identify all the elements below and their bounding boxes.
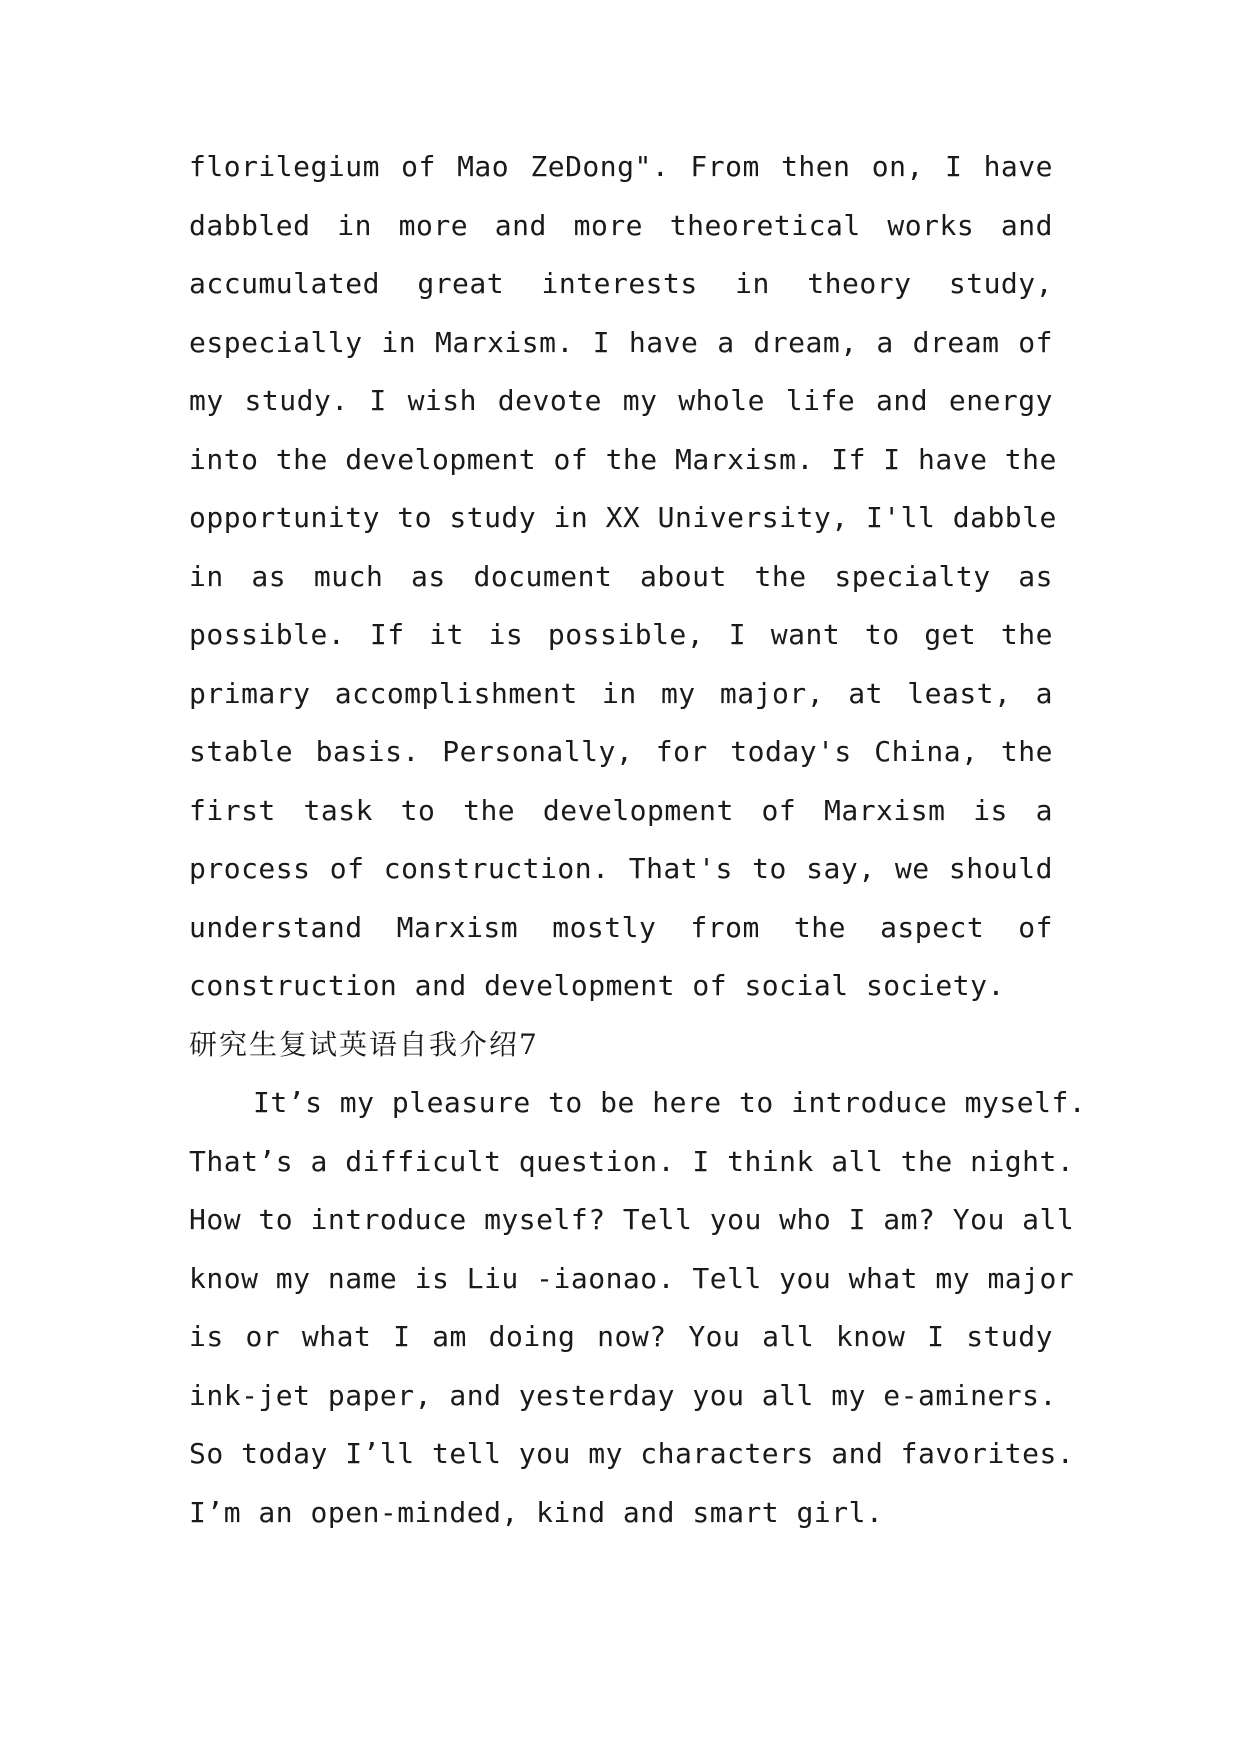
text-line: opportunity to study in XX University, I'll dabble <box>189 501 1057 534</box>
text-line: florilegium of Mao ZeDong". From then on, I have <box>189 150 1053 183</box>
text-line: my study. I wish devote my whole life and energy <box>189 384 1053 417</box>
text-line: in as much as document about the specialty as <box>189 559 1053 593</box>
text-line: possible. If it is possible, I want to get the <box>189 618 1053 651</box>
paragraph-marxism <box>189 138 1057 1016</box>
text-line: ink-jet paper, and yesterday you all my e-aminers. <box>189 1378 1057 1412</box>
text-line: It’s my pleasure to be here to introduce myself. <box>253 1086 1087 1119</box>
text-line: process of construction. That's to say, we should <box>189 852 1053 885</box>
text-line: stable basis. Personally, for today's China, the <box>189 735 1053 768</box>
text-line: primary accomplishment in my major, at least, a <box>189 676 1053 710</box>
text-line: into the development of the Marxism. If I have the <box>189 442 1057 476</box>
text-line: So today I’ll tell you my characters and favorites. <box>189 1437 1075 1470</box>
text-line: is or what I am doing now? You all know I study <box>189 1320 1053 1353</box>
text-line: How to introduce myself? Tell you who I am? You all <box>189 1203 1075 1236</box>
text-line: first task to the development of Marxism is a <box>189 793 1053 827</box>
text-line: accumulated great interests in theory study, <box>189 267 1053 300</box>
text-line: know my name is Liu -iaonao. Tell you what my major <box>189 1261 1075 1295</box>
section-heading: 研究生复试英语自我介绍7 <box>189 1027 539 1061</box>
text-line: understand Marxism mostly from the aspect of <box>189 910 1053 944</box>
document-body <box>189 138 1087 1542</box>
text-line: dabbled in more and more theoretical works and <box>189 208 1053 242</box>
text-line: especially in Marxism. I have a dream, a dream of <box>189 325 1053 359</box>
text-line: That’s a difficult question. I think all the night. <box>189 1144 1075 1178</box>
text-line: I’m an open-minded, kind and smart girl. <box>189 1495 884 1529</box>
paragraph-self-introduction <box>189 1074 1087 1542</box>
text-line: construction and development of social society. <box>189 969 1005 1002</box>
